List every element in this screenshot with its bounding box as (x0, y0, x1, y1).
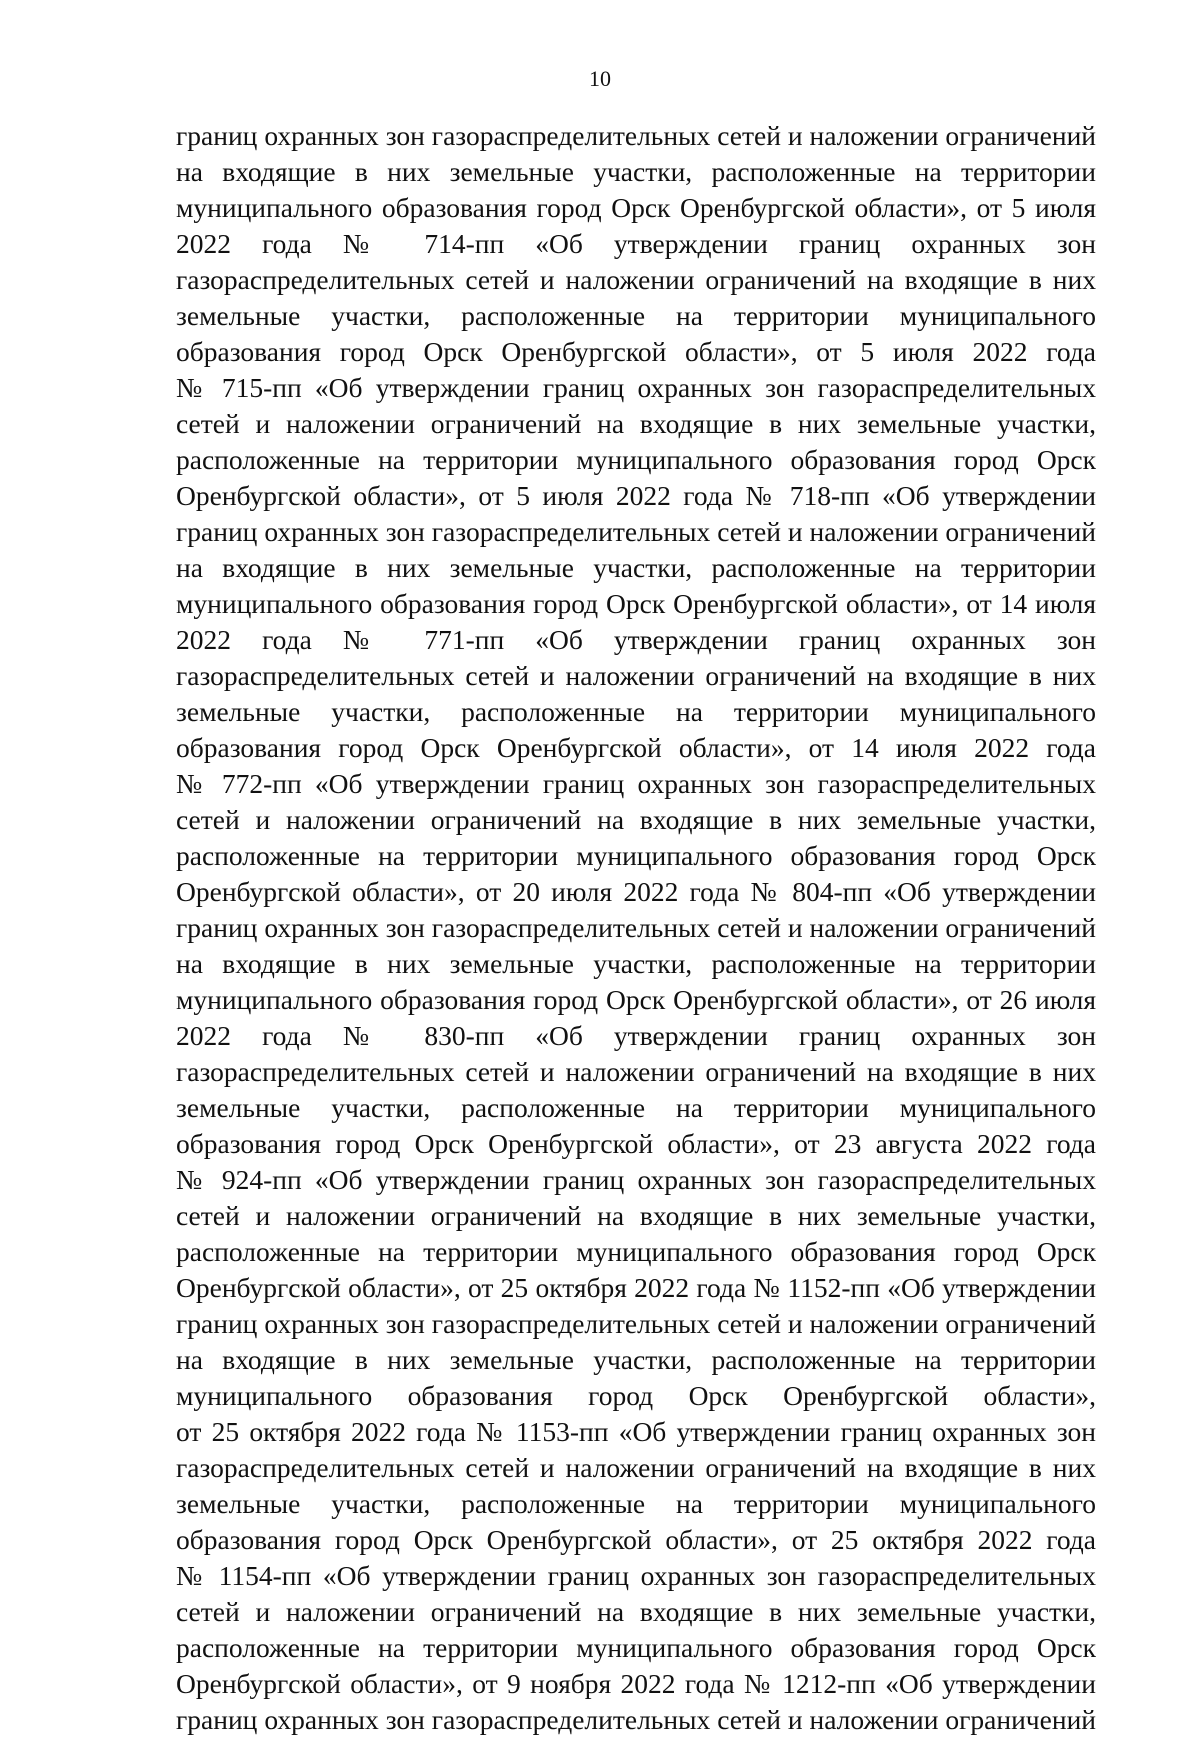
page-number: 10 (589, 66, 611, 91)
text-line: Оренбургской области», от 20 июля 2022 года № 804-пп «Об утверждении (176, 876, 1096, 907)
text-line: границ охранных зон газораспределительных сетей и наложении ограничений (176, 516, 1096, 547)
text-line: границ охранных зон газораспределительных сетей и наложении ограничений (176, 1308, 1096, 1339)
text-line: от 25 октября 2022 года № 1153-пп «Об утверждении границ охранных зон (176, 1416, 1096, 1447)
text-line: газораспределительных сетей и наложении ограничений на входящие в них (176, 1452, 1096, 1483)
text-line: расположенные на территории муниципального образования город Орск (176, 1236, 1096, 1267)
text-line: муниципального образования город Орск Оренбургской области», от 14 июля (176, 588, 1096, 619)
document-body (176, 118, 1096, 1738)
text-line: 2022 года № 714-пп «Об утверждении границ охранных зон (176, 228, 1096, 259)
text-line: расположенные на территории муниципального образования город Орск (176, 1632, 1096, 1663)
text-line: на входящие в них земельные участки, расположенные на территории (176, 948, 1096, 979)
text-line: границ охранных зон газораспределительных сетей и наложении ограничений (176, 120, 1096, 151)
text-line: № 772-пп «Об утверждении границ охранных зон газораспределительных (176, 768, 1096, 799)
text-line: образования город Орск Оренбургской области», от 25 октября 2022 года (176, 1524, 1096, 1555)
text-line: на входящие в них земельные участки, расположенные на территории (176, 552, 1096, 583)
text-line: границ охранных зон газораспределительных сетей и наложении ограничений (176, 912, 1096, 943)
text-line: № 1154-пп «Об утверждении границ охранных зон газораспределительных (176, 1560, 1096, 1591)
text-line: сетей и наложении ограничений на входящие в них земельные участки, (176, 408, 1096, 439)
text-line: образования город Орск Оренбургской области», от 23 августа 2022 года (176, 1128, 1096, 1159)
text-line: газораспределительных сетей и наложении ограничений на входящие в них (176, 1056, 1096, 1087)
text-line: сетей и наложении ограничений на входящие в них земельные участки, (176, 1596, 1096, 1627)
text-line: № 715-пп «Об утверждении границ охранных зон газораспределительных (176, 372, 1096, 403)
text-line: 2022 года № 771-пп «Об утверждении границ охранных зон (176, 624, 1096, 655)
text-line: образования город Орск Оренбургской области», от 5 июля 2022 года (176, 336, 1096, 367)
text-line: муниципального образования город Орск Оренбургской области», от 26 июля (176, 984, 1096, 1015)
text-line: образования город Орск Оренбургской области», от 14 июля 2022 года (176, 732, 1096, 763)
text-line: земельные участки, расположенные на территории муниципального (176, 696, 1096, 727)
text-line: земельные участки, расположенные на территории муниципального (176, 300, 1096, 331)
text-line: № 924-пп «Об утверждении границ охранных зон газораспределительных (176, 1164, 1096, 1195)
text-line: земельные участки, расположенные на территории муниципального (176, 1488, 1096, 1519)
text-line: Оренбургской области», от 5 июля 2022 года № 718-пп «Об утверждении (176, 480, 1096, 511)
text-line: Оренбургской области», от 9 ноября 2022 года № 1212-пп «Об утверждении (176, 1668, 1096, 1699)
text-line: сетей и наложении ограничений на входящие в них земельные участки, (176, 804, 1096, 835)
text-line: газораспределительных сетей и наложении ограничений на входящие в них (176, 264, 1096, 295)
text-line: муниципального образования город Орск Оренбургской области», от 5 июля (176, 192, 1096, 223)
text-line: на входящие в них земельные участки, расположенные на территории (176, 156, 1096, 187)
text-line: земельные участки, расположенные на территории муниципального (176, 1092, 1096, 1123)
text-line: расположенные на территории муниципального образования город Орск (176, 444, 1096, 475)
text-line: муниципального образования город Орск Оренбургской области», (176, 1380, 1096, 1411)
text-line: 2022 года № 830-пп «Об утверждении границ охранных зон (176, 1020, 1096, 1051)
text-line: на входящие в них земельные участки, расположенные на территории (176, 1344, 1096, 1375)
text-line: расположенные на территории муниципального образования город Орск (176, 840, 1096, 871)
text-line: Оренбургской области», от 25 октября 2022 года № 1152-пп «Об утверждении (176, 1272, 1096, 1303)
text-line: газораспределительных сетей и наложении ограничений на входящие в них (176, 660, 1096, 691)
text-line: границ охранных зон газораспределительных сетей и наложении ограничений (176, 1704, 1096, 1735)
text-line: сетей и наложении ограничений на входящие в них земельные участки, (176, 1200, 1096, 1231)
